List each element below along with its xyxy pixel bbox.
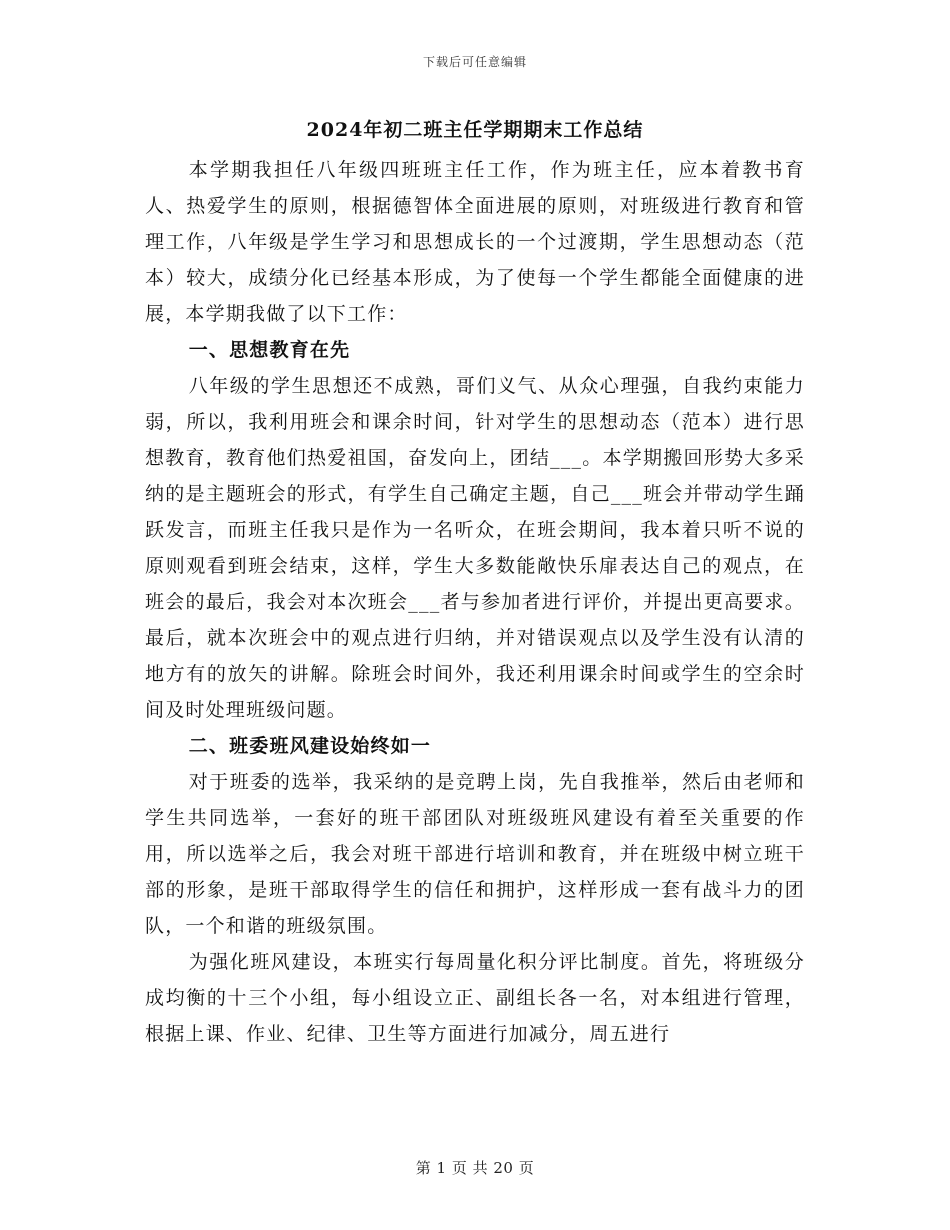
paragraph-intro: 本学期我担任八年级四班班主任工作，作为班主任，应本着教书育人、热爱学生的原则，根据德智体全面进展的原则，对班级进行教育和管理工作，八年级是学生学习和思想成长的一个过渡期，学生思想动态（范本）较大，成绩分化已经基本形成，为了使每一个学生都能全面健康的进展，本学期我做了以下工作： xyxy=(145,159,805,325)
page-footer-pagination: 第 1 页 共 20 页 xyxy=(415,1159,535,1177)
paragraph-ideological-education: 八年级的学生思想还不成熟，哥们义气、从众心理强，自我约束能力弱，所以，我利用班会和课余时间，针对学生的思想动态（范本）进行思想教育，教育他们热爱祖国，奋发向上，团结___。本学期搬回形势大多采纳的是主题班会的形式，有学生自己确定主题，自己___班会并带动学生踊跃发言，而班主任我只是作为一名听众，在班会期间，我本着只听不说的原则观看到班会结束，这样，学生大多数能敞快乐扉表达自己的观点，在班会的最后，我会对本次班会___者与参加者进行评价，并提出更高要求。最后，就本次班会中的观点进行归纳，并对错误观点以及学生没有认清的地方有的放矢的讲解。除班会时间外，我还利用课余时间或学生的空余时间及时处理班级问题。 xyxy=(145,375,805,721)
section-heading-1: 一、思想教育在先 xyxy=(188,339,351,361)
section-heading-2: 二、班委班风建设始终如一 xyxy=(188,735,432,757)
paragraph-class-committee: 对于班委的选举，我采纳的是竞聘上岗，先自我推举，然后由老师和学生共同选举，一套好的班干部团队对班级班风建设有着至关重要的作用，所以选举之后，我会对班干部进行培训和教育，并在班级中树立班干部的形象，是班干部取得学生的信任和拥护，这样形成一套有战斗力的团队，一个和谐的班级氛围。 xyxy=(145,771,805,937)
document-body xyxy=(145,152,805,1052)
document-title: 2024年初二班主任学期期末工作总结 xyxy=(306,119,644,141)
page-header-note: 下载后可任意编辑 xyxy=(422,55,527,69)
paragraph-class-style: 为强化班风建设，本班实行每周量化积分评比制度。首先，将班级分成均衡的十三个小组，每小组设立正、副组长各一名，对本组进行管理，根据上课、作业、纪律、卫生等方面进行加减分，周五进行 xyxy=(145,951,805,1045)
